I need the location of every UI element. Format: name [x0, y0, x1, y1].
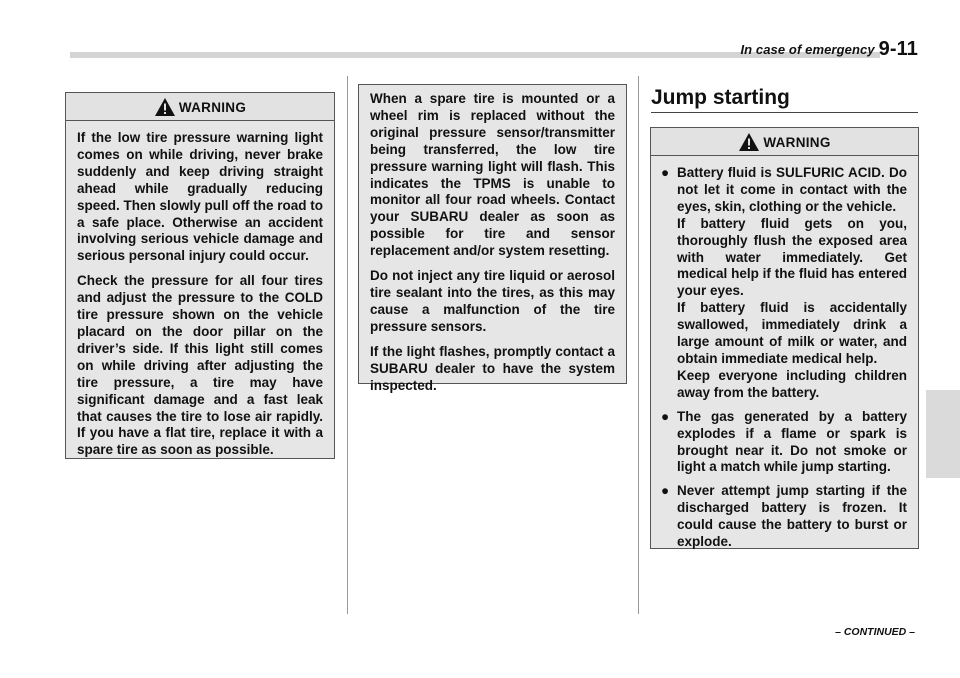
bullet-icon: ● [661, 165, 670, 180]
list-item [660, 483, 907, 551]
chapter-tab [926, 390, 960, 478]
warning-body-continued [359, 85, 626, 404]
bullet-text: Keep everyone including children away from the battery. [677, 367, 907, 400]
warning-label: WARNING [178, 100, 247, 115]
warning-paragraph: Do not inject any tire liquid or aerosol tire sealant into the tires, as this may cause a malfunction of the tire pressure sensors. [370, 268, 615, 334]
warning-bullet-list [660, 165, 907, 551]
warning-box-continued [358, 84, 627, 393]
running-header [740, 38, 918, 61]
warning-paragraph: If the light flashes, promptly contact a SUBARU dealer to have the system inspected. [370, 343, 615, 393]
bullet-icon: ● [661, 483, 670, 499]
section-label: In case of emergency [740, 42, 875, 57]
list-item [660, 165, 907, 402]
section-title: Jump starting [651, 86, 790, 109]
bullet-text: If battery fluid gets on you, thoroughly flush the exposed area with water immediately. Get medical help if the fluid has entered your eyes. [677, 215, 907, 299]
continued-label: – CONTINUED – [835, 626, 915, 638]
warning-paragraph: Check the pressure for all four tires and adjust the pressure to the COLD tire pressure shown on the vehicle placard on the door pillar on the driver’s side. If this light still comes on while driving after adjusting the tire pressure, a tire may have significant damage and a fast leak that causes the tire to lose air rapidly. If you have a flat tire, replace it with a spare tire as soon as possible. [77, 273, 323, 458]
column-divider-left [347, 76, 348, 614]
list-item [660, 409, 907, 477]
warning-box-jump-starting [650, 127, 919, 549]
warning-paragraph: If the low tire pressure warning light comes on while driving, never brake suddenly and keep driving straight ahead while gradually reducing speed. Then slowly pull off the road to a safe place. Otherwise an accident involving serious vehicle damage and serious personal injury could occur. [77, 130, 324, 264]
warning-header [651, 128, 918, 156]
warning-body [651, 156, 918, 561]
warning-box-tire-pressure [65, 92, 335, 459]
warning-triangle-icon [738, 132, 760, 152]
warning-label: WARNING [763, 135, 831, 150]
column-divider-right [638, 76, 639, 614]
bullet-icon: ● [661, 408, 670, 424]
warning-header [66, 93, 334, 121]
warning-paragraph: When a spare tire is mounted or a wheel rim is replaced without the original pressure sensor/transmitter being transferred, the low tire pressure warning light will flash. This indicates the TPMS is unable to monitor all four road wheels. Contact your SUBARU dealer as soon as possible for tire and sensor replacement and/or system resetting. [370, 91, 615, 259]
page-number: 9-11 [878, 38, 918, 60]
title-rule [651, 112, 918, 113]
bullet-text: Battery fluid is SULFURIC ACID. Do not let it come in contact with the eyes, skin, clothing or the vehicle. [677, 165, 907, 214]
warning-body [66, 121, 334, 469]
bullet-text: The gas generated by a battery explodes if a flame or spark is brought near it. Do not smoke or light a match while jump starting. [677, 408, 907, 475]
warning-triangle-icon [154, 97, 176, 117]
bullet-text: If battery fluid is accidentally swallowed, immediately drink a large amount of milk or water, and obtain immediate medical help. [677, 300, 907, 366]
bullet-text: Never attempt jump starting if the discharged battery is frozen. It could cause the battery to burst or explode. [677, 483, 907, 550]
